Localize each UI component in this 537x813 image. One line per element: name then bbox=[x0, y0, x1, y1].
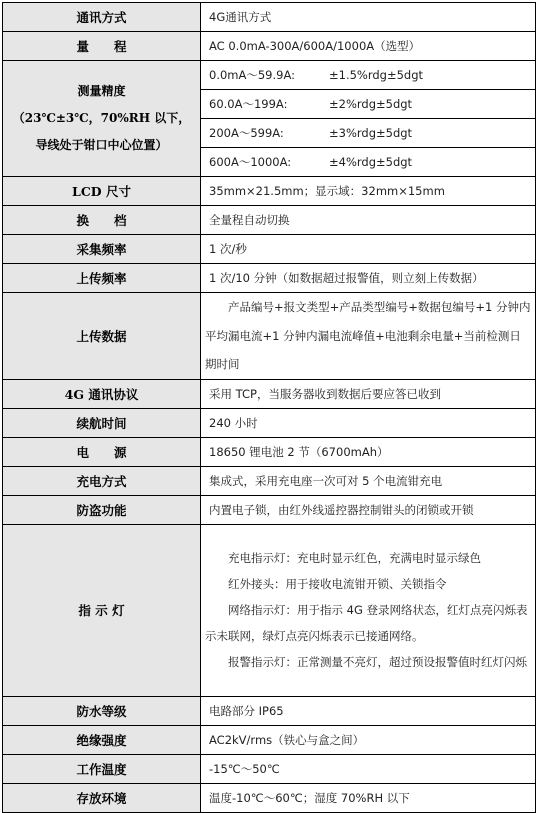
key-power: 电 源 bbox=[3, 437, 201, 466]
key-indicator: 指 示 灯 bbox=[3, 524, 201, 696]
key-storage: 存放环境 bbox=[3, 783, 201, 812]
row-protocol bbox=[3, 379, 536, 408]
key-insulation: 绝缘强度 bbox=[3, 725, 201, 754]
row-upload-rate bbox=[3, 264, 536, 293]
row-waterproof bbox=[3, 696, 536, 725]
acc-3: ±3%rdg±5dgt bbox=[329, 126, 413, 140]
indicator-network: 网络指示灯：用于指示 4G 登录网络状态，红灯点亮闪烁表示未联网，绿灯点亮闪烁表示已接通网络。 bbox=[205, 603, 528, 643]
key-comm-mode: 通讯方式 bbox=[3, 3, 201, 32]
key-accuracy-line-3: 导线处于钳口中心位置） bbox=[35, 138, 168, 152]
indicator-alarm: 报警指示灯：正常测量不亮灯，超过预设报警值时红灯闪烁 bbox=[228, 655, 527, 669]
row-work-temp bbox=[3, 754, 536, 783]
val-upload-data bbox=[201, 293, 536, 380]
accuracy-sub-3 bbox=[201, 119, 536, 148]
row-indicator bbox=[3, 524, 536, 696]
range-4: 600A～1000A: bbox=[209, 155, 292, 169]
row-insulation bbox=[3, 725, 536, 754]
val-antitheft: 内置电子锁，由红外线遥控器控制钳头的闭锁或开锁 bbox=[201, 495, 536, 524]
indicator-charge: 充电指示灯：充电时显示红色，充满电时显示绿色 bbox=[228, 551, 481, 565]
indicator-infrared: 红外接头：用于接收电流钳开锁、关锁指令 bbox=[228, 577, 447, 591]
accuracy-sub-4 bbox=[201, 148, 536, 177]
val-work-temp: -15℃～50℃ bbox=[201, 754, 536, 783]
acc-1: ±1.5%rdg±5dgt bbox=[329, 68, 424, 82]
key-endurance: 续航时间 bbox=[3, 408, 201, 437]
val-switch: 全量程自动切换 bbox=[201, 206, 536, 235]
val-lcd: 35mm×21.5mm；显示域：32mm×15mm bbox=[201, 177, 536, 206]
row-sample-rate bbox=[3, 235, 536, 264]
key-accuracy-line-1: 测量精度 bbox=[77, 84, 126, 98]
accuracy-sub-2 bbox=[201, 90, 536, 119]
val-upload-rate: 1 次/10 分钟（如数据超过报警值，则立刻上传数据） bbox=[201, 264, 536, 293]
val-indicator bbox=[201, 524, 536, 696]
key-accuracy bbox=[3, 61, 201, 177]
row-power bbox=[3, 437, 536, 466]
key-range: 量 程 bbox=[3, 32, 201, 61]
row-antitheft bbox=[3, 495, 536, 524]
key-accuracy-line-2: （23℃±3℃，70%RH 以下， bbox=[12, 111, 191, 125]
val-charging: 集成式，采用充电座一次可对 5 个电流钳充电 bbox=[201, 466, 536, 495]
row-switch bbox=[3, 206, 536, 235]
row-lcd bbox=[3, 177, 536, 206]
val-insulation: AC2kV/rms（铁心与盒之间） bbox=[201, 725, 536, 754]
key-upload-rate: 上传频率 bbox=[3, 264, 201, 293]
key-charging: 充电方式 bbox=[3, 466, 201, 495]
key-switch: 换 档 bbox=[3, 206, 201, 235]
row-charging bbox=[3, 466, 536, 495]
key-antitheft: 防盗功能 bbox=[3, 495, 201, 524]
key-lcd: LCD 尺寸 bbox=[3, 177, 201, 206]
val-protocol: 采用 TCP，当服务器收到数据后要应答已收到 bbox=[201, 379, 536, 408]
key-sample-rate: 采集频率 bbox=[3, 235, 201, 264]
key-protocol: 4G 通讯协议 bbox=[3, 379, 201, 408]
row-comm-mode bbox=[3, 3, 536, 32]
acc-2: ±2%rdg±5dgt bbox=[329, 97, 413, 111]
row-endurance bbox=[3, 408, 536, 437]
key-upload-data: 上传数据 bbox=[3, 293, 201, 380]
row-range bbox=[3, 32, 536, 61]
acc-4: ±4%rdg±5dgt bbox=[329, 155, 413, 169]
range-1: 0.0mA～59.9A: bbox=[209, 68, 296, 82]
key-waterproof: 防水等级 bbox=[3, 696, 201, 725]
val-comm-mode: 4G通讯方式 bbox=[201, 3, 536, 32]
val-storage: 温度-10℃～60℃；湿度 70%RH 以下 bbox=[201, 783, 536, 812]
val-range: AC 0.0mA-300A/600A/1000A（选型） bbox=[201, 32, 536, 61]
row-storage bbox=[3, 783, 536, 812]
val-waterproof: 电路部分 IP65 bbox=[201, 696, 536, 725]
range-2: 60.0A～199A: bbox=[209, 97, 288, 111]
val-sample-rate: 1 次/秒 bbox=[201, 235, 536, 264]
val-power: 18650 锂电池 2 节（6700mAh） bbox=[201, 437, 536, 466]
row-upload-data bbox=[3, 293, 536, 380]
range-3: 200A～599A: bbox=[209, 126, 284, 140]
upload-data-text: 产品编号+报文类型+产品类型编号+数据包编号+1 分钟内平均漏电流+1 分钟内漏电流峰值+电池剩余电量+当前检测日期时间 bbox=[205, 300, 531, 371]
row-accuracy bbox=[3, 61, 536, 90]
accuracy-sub-1 bbox=[201, 61, 536, 90]
key-work-temp: 工作温度 bbox=[3, 754, 201, 783]
val-endurance: 240 小时 bbox=[201, 408, 536, 437]
spec-table bbox=[2, 2, 536, 813]
